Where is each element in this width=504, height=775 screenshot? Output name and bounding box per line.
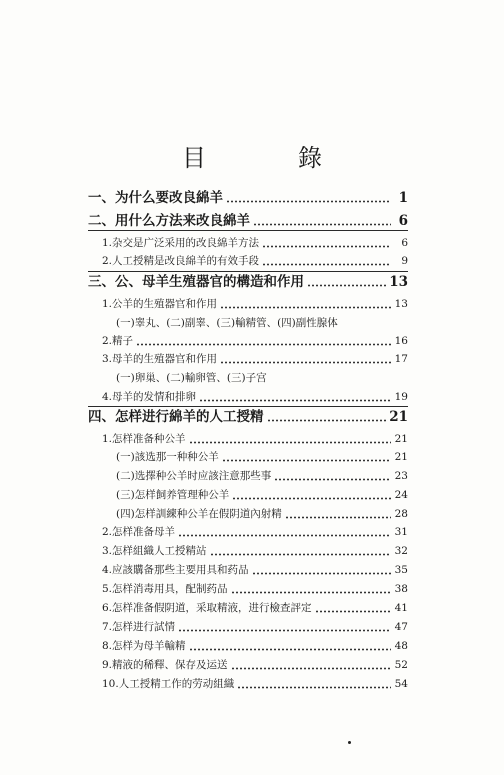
toc-entry <box>102 235 408 251</box>
toc-entry-page: 13 <box>389 274 408 290</box>
toc-entry-page: 35 <box>394 564 408 576</box>
dot-leader <box>231 591 391 594</box>
toc-entry-title: 1.杂交是广泛采用的改良綿羊方法 <box>102 237 260 249</box>
dot-leader <box>222 459 391 462</box>
dot-leader <box>231 667 391 670</box>
toc-entry <box>102 543 408 559</box>
toc-entry-title: 二、用什么方法来改良綿羊 <box>88 213 250 229</box>
toc-entry <box>102 638 408 654</box>
toc-entry-page: 41 <box>394 602 408 614</box>
toc-entry <box>116 468 408 484</box>
toc-entry-title: 5.怎样消毒用具，配制药品 <box>102 583 228 595</box>
toc-entry <box>116 506 408 522</box>
toc-entry <box>102 389 408 405</box>
toc-entry-page: 17 <box>394 353 408 365</box>
dot-leader <box>220 306 391 309</box>
toc-entry-page: 24 <box>394 489 408 501</box>
toc-entry-page: 54 <box>394 678 408 690</box>
toc-entry-title: 4.应該購备那些主要用具和药品 <box>102 564 249 576</box>
toc-entry-title: 四、怎样进行綿羊的人工授精 <box>88 409 264 425</box>
dot-leader <box>315 610 391 613</box>
toc-entry-page: 13 <box>394 298 408 310</box>
dot-leader <box>285 516 391 519</box>
dot-leader <box>199 399 391 402</box>
dot-leader <box>252 572 391 575</box>
toc-entry <box>102 296 408 312</box>
toc-entry <box>88 190 408 206</box>
toc-entry <box>116 449 408 465</box>
toc-entry <box>88 213 408 229</box>
dot-leader <box>307 284 386 287</box>
toc-entry-title: 2.人工授精是改良綿羊的有效手段 <box>102 255 260 267</box>
dot-leader <box>262 245 391 248</box>
dot-leader <box>189 441 391 444</box>
toc-entry-title: 6.怎样准备假阴道，采取精液，进行檢查評定 <box>102 602 312 614</box>
page-title: 目 錄 <box>182 144 356 172</box>
toc-entry <box>102 524 408 540</box>
toc-entry-page: 47 <box>394 621 408 633</box>
dot-leader <box>189 648 391 651</box>
toc-entry-page: 23 <box>394 470 408 482</box>
toc-entry-page: 32 <box>394 545 408 557</box>
toc-entry-title: 9.精液的稀釋、保存及运送 <box>102 659 228 671</box>
toc-entry <box>116 487 408 503</box>
toc-entry <box>102 253 408 269</box>
toc-entry <box>102 600 408 616</box>
toc-entry-page: 6 <box>398 213 408 229</box>
toc-entry-title: 1.公羊的生殖器官和作用 <box>102 298 218 310</box>
toc-entry-title: 三、公、母羊生殖器官的構造和作用 <box>88 274 304 290</box>
dot-leader <box>274 478 391 481</box>
print-speck <box>348 741 351 744</box>
toc-entry-title: (二)选擇种公羊时应該注意那些事 <box>116 470 272 482</box>
dot-leader <box>178 534 391 537</box>
dot-leader <box>253 223 391 226</box>
toc-entry-page: 38 <box>394 583 408 595</box>
toc-entry-page: 1 <box>398 190 408 206</box>
toc-entry <box>88 274 408 290</box>
toc-entry <box>102 562 408 578</box>
dot-leader <box>178 629 391 632</box>
dot-leader <box>267 419 387 422</box>
toc-entry-title: (四)怎样訓練种公羊在假阴道內射精 <box>116 508 282 520</box>
section-rule <box>88 230 408 231</box>
toc-entry-page: 52 <box>394 659 408 671</box>
toc-entry-title: 4.母羊的发情和排卵 <box>102 391 197 403</box>
toc-entry <box>102 619 408 635</box>
toc-entry <box>102 431 408 447</box>
dot-leader <box>220 361 391 364</box>
toc-entry-page: 21 <box>389 409 408 425</box>
toc-entry-page: 16 <box>394 335 408 347</box>
toc-entry <box>102 581 408 597</box>
dot-leader <box>262 263 391 266</box>
toc-entry-page: 31 <box>394 526 408 538</box>
toc-entry-title: 3.母羊的生殖器官和作用 <box>102 353 218 365</box>
toc-entry <box>102 351 408 367</box>
dot-leader <box>226 200 391 203</box>
toc-entry-title: 一、为什么要改良綿羊 <box>88 190 223 206</box>
section-rule <box>88 271 408 272</box>
toc-entry-title: 2.精子 <box>102 335 134 347</box>
toc-entry-page: 48 <box>394 640 408 652</box>
section-rule <box>88 406 408 407</box>
toc-entry-title: 2.怎样准备母羊 <box>102 526 176 538</box>
toc-entry-page: 21 <box>394 451 408 463</box>
toc-subtopics: (一)睾丸、(二)副睾、(三)輸精管、(四)副性腺体 <box>116 317 338 329</box>
toc-entry <box>88 409 408 425</box>
toc-subtopics: (一)卵巢、(二)輸卵管、(三)子宫 <box>116 372 267 384</box>
toc-entry-title: (一)該选那一种种公羊 <box>116 451 219 463</box>
toc-entry-page: 21 <box>394 433 408 445</box>
toc-entry <box>102 657 408 673</box>
toc-entry-title: 1.怎样准备种公羊 <box>102 433 186 445</box>
toc-entry <box>102 333 408 349</box>
dot-leader <box>232 497 391 500</box>
toc-entry-title: (三)怎样飼养管理种公羊 <box>116 489 230 501</box>
toc-entry-title: 7.怎样进行試情 <box>102 621 176 633</box>
toc-entry-title: 3.怎样組織人工授精站 <box>102 545 207 557</box>
toc-entry-title: 8.怎样为母羊輸精 <box>102 640 186 652</box>
toc-entry-page: 9 <box>401 255 408 267</box>
toc-entry <box>102 676 408 692</box>
toc-entry-page: 19 <box>394 391 408 403</box>
toc-entry-title: 10.人工授精工作的劳动組織 <box>102 678 235 690</box>
toc-entry-page: 6 <box>401 237 408 249</box>
dot-leader <box>136 343 391 346</box>
toc-entry-page: 28 <box>394 508 408 520</box>
dot-leader <box>237 686 391 689</box>
dot-leader <box>210 553 391 556</box>
